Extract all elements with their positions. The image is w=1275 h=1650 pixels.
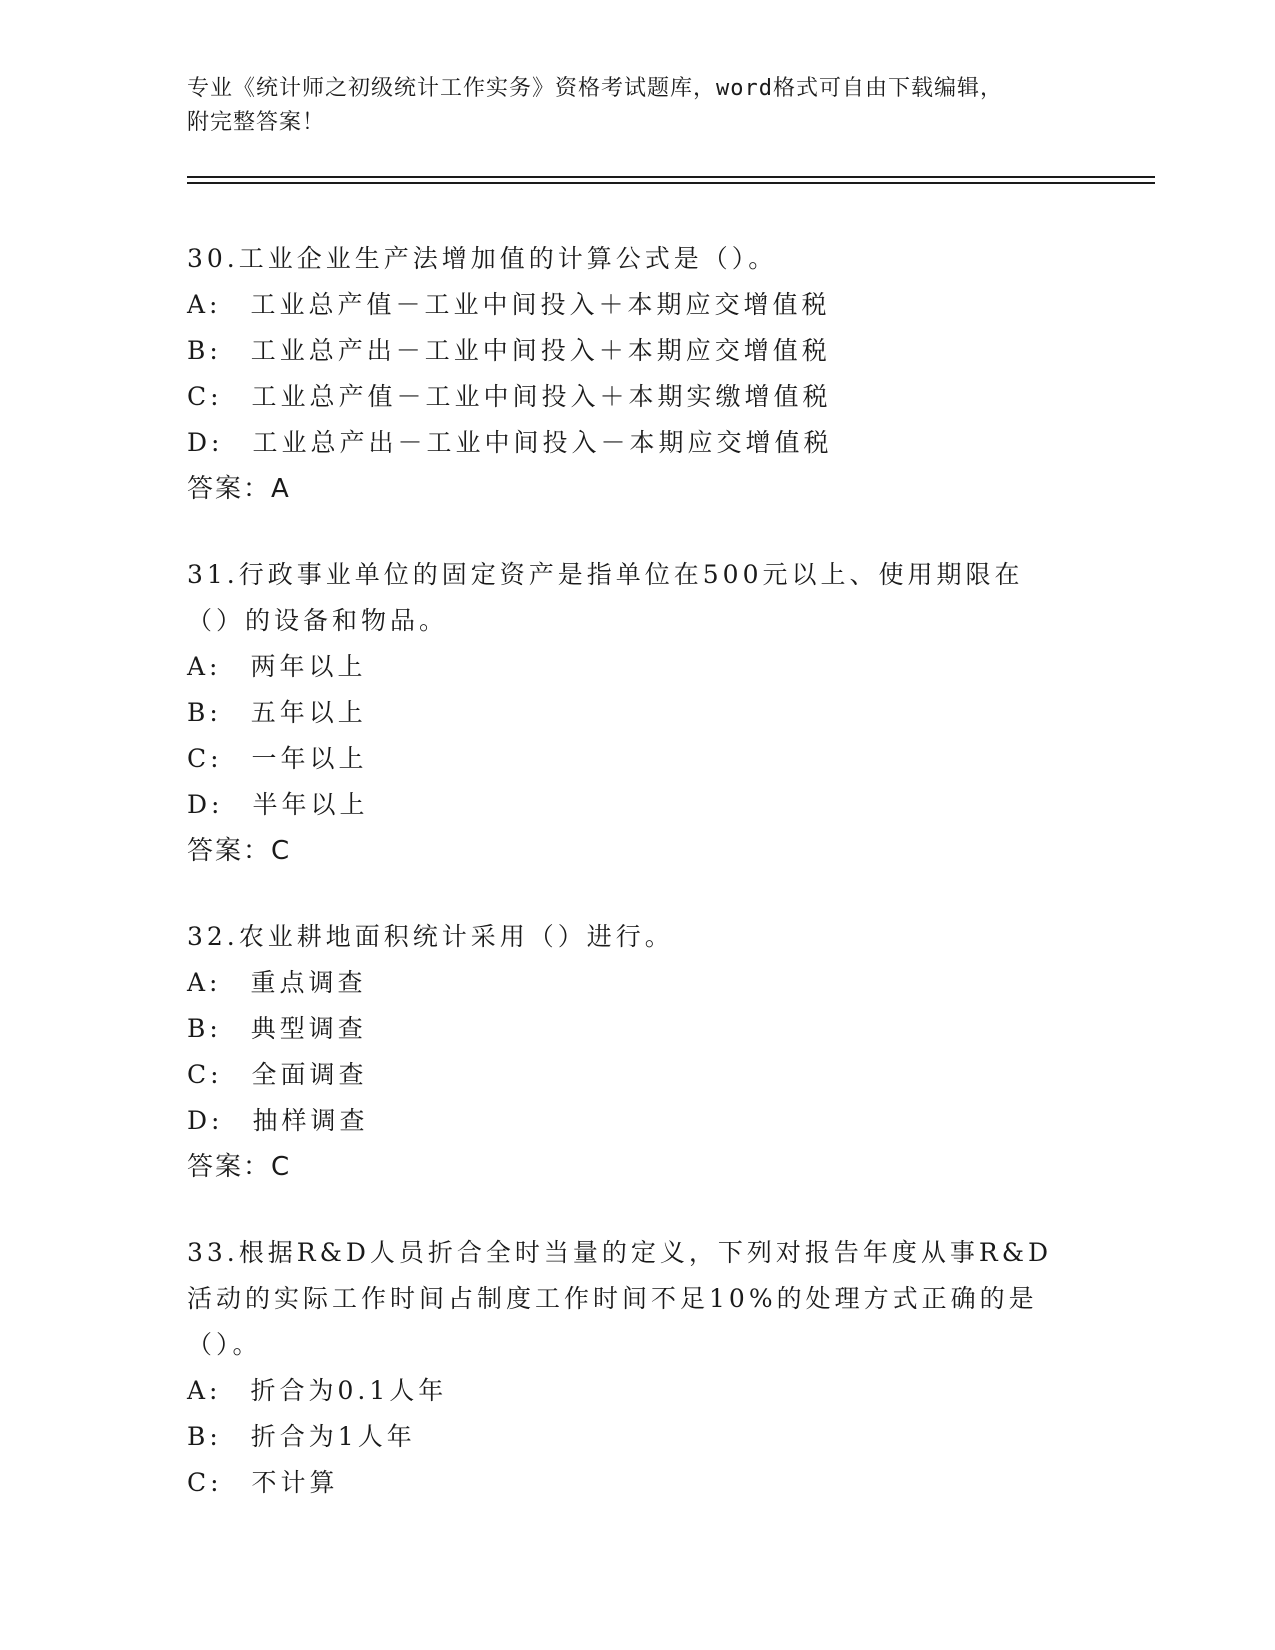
option-c: C: 工业总产值－工业中间投入＋本期实缴增值税: [187, 382, 832, 411]
option-c: C: 不计算: [187, 1468, 339, 1497]
question-list: [187, 236, 1187, 1546]
option-d: D: 工业总产出－工业中间投入－本期应交增值税: [187, 428, 833, 457]
option-b: B: 工业总产出－工业中间投入＋本期应交增值税: [187, 336, 831, 365]
option-d: D: 抽样调查: [187, 1106, 369, 1135]
option-b: B: 折合为1人年: [187, 1422, 416, 1451]
header-divider-bottom: [187, 182, 1155, 184]
question-32: [187, 914, 1187, 1190]
header-divider-top: [187, 176, 1155, 178]
question-stem: 33.根据R&D人员折合全时当量的定义，下列对报告年度从事R&D活动的实际工作时间占制度工作时间不足10%的处理方式正确的是（）。: [187, 1238, 1053, 1359]
header-line-1: 专业《统计师之初级统计工作实务》资格考试题库，word格式可自由下载编辑，: [187, 76, 1003, 101]
option-b: B: 五年以上: [187, 698, 367, 727]
answer: 答案：A: [187, 474, 291, 504]
question-stem: 30.工业企业生产法增加值的计算公式是（）。: [187, 244, 778, 273]
question-stem: 32.农业耕地面积统计采用（）进行。: [187, 922, 674, 951]
option-d: D: 半年以上: [187, 790, 369, 819]
document-header: [187, 72, 1087, 140]
option-a: A: 两年以上: [187, 652, 367, 681]
answer: 答案：C: [187, 1152, 292, 1182]
question-31: [187, 552, 1187, 874]
answer: 答案：C: [187, 836, 292, 866]
option-a: A: 工业总产值－工业中间投入＋本期应交增值税: [187, 290, 831, 319]
header-line-2: 附完整答案！: [187, 110, 326, 135]
option-c: C: 全面调查: [187, 1060, 368, 1089]
question-33: [187, 1230, 1187, 1506]
question-30: [187, 236, 1187, 512]
option-b: B: 典型调查: [187, 1014, 367, 1043]
option-a: A: 折合为0.1人年: [187, 1376, 448, 1405]
option-c: C: 一年以上: [187, 744, 368, 773]
option-a: A: 重点调查: [187, 968, 367, 997]
question-stem: 31.行政事业单位的固定资产是指单位在500元以上、使用期限在（）的设备和物品。: [187, 560, 1024, 635]
